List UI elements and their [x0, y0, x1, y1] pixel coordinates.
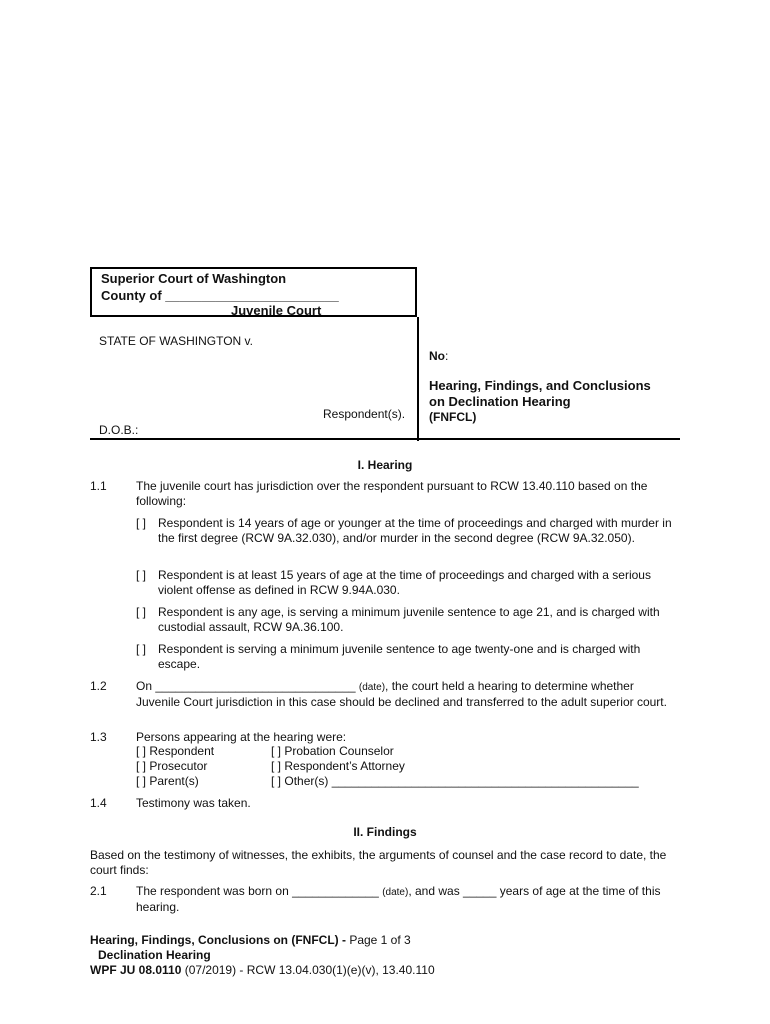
person-respondent[interactable]: [ ] Respondent: [136, 744, 215, 758]
para-number-2-1: 2.1: [90, 884, 107, 898]
caption-horizontal-divider: [90, 438, 680, 440]
para-number-1-4: 1.4: [90, 796, 107, 810]
dob-label: D.O.B.:: [99, 423, 139, 437]
jurisdiction-option-3: [ ] Respondent is any age, is serving a minimum juvenile sentence to age 21, and is charged with custodial assault, RCW 9A.36.100.: [136, 605, 660, 634]
footer-title-line: Hearing, Findings, Conclusions on (FNFCL) - Page 1 of 3: [90, 933, 411, 947]
document-code: (FNFCL): [429, 410, 477, 424]
court-caption-box: [90, 267, 417, 317]
birth-date-field[interactable]: The respondent was born on _____________: [136, 884, 383, 898]
state-line: STATE OF WASHINGTON v.: [99, 334, 254, 348]
para-1-4-text: Testimony was taken.: [136, 796, 251, 810]
document-title-line2: on Declination Hearing: [429, 394, 571, 409]
county-line: County of ________________________: [101, 288, 339, 303]
para-1-3-text: Persons appearing at the hearing were:: [136, 730, 347, 744]
juvenile-court-line: Juvenile Court: [231, 303, 322, 318]
para-1-2-text: On ______________________________ (date), the court held a hearing to determine whether Juvenile Court jurisdiction in this case should be declined and transferred to the adult superior court.: [136, 679, 667, 709]
jurisdiction-option-1: [ ] Respondent is 14 years of age or younger at the time of proceedings and charged with murder in the first degree (RCW 9A.32.030), and/or murder in the second degree (RCW 9A.32.050).: [136, 516, 672, 545]
person-probation-counselor[interactable]: [ ] Probation Counselor: [271, 744, 394, 758]
persons-appearing-list: [136, 744, 681, 789]
para-number-1-2: 1.2: [90, 679, 107, 693]
section-findings-heading: II. Findings: [353, 825, 417, 839]
person-others[interactable]: [ ] Other(s) ______________________________________________: [271, 774, 639, 788]
court-name-line: Superior Court of Washington: [101, 271, 287, 286]
case-number-label: No:: [429, 349, 449, 363]
caption-vertical-divider: [417, 317, 419, 441]
section-hearing-heading: I. Hearing: [357, 458, 413, 472]
jurisdiction-option-4: [ ] Respondent is serving a minimum juvenile sentence to age twenty-one and is charged with escape.: [136, 642, 641, 671]
document-title-line1: Hearing, Findings, and Conclusions: [429, 378, 651, 393]
hearing-date-field[interactable]: On ______________________________: [136, 679, 356, 693]
findings-intro: Based on the testimony of witnesses, the exhibits, the arguments of counsel and the case record to date, the court finds:: [90, 848, 667, 877]
jurisdiction-option-2: [ ] Respondent is at least 15 years of age at the time of proceedings and charged with a serious violent offense as defined in RCW 9.94A.030.: [136, 568, 651, 597]
checkbox[interactable]: [ ]: [136, 568, 147, 582]
checkbox[interactable]: [ ]: [136, 642, 147, 656]
person-respondents-attorney[interactable]: [ ] Respondent’s Attorney: [271, 759, 405, 773]
footer-form-line: WPF JU 08.0110 (07/2019) - RCW 13.04.030(1)(e)(v), 13.40.110: [90, 963, 435, 977]
para-number-1-3: 1.3: [90, 730, 107, 744]
person-parents[interactable]: [ ] Parent(s): [136, 774, 199, 788]
para-2-1-text: The respondent was born on _____________ (date), and was _____ years of age at the time of this hearing.: [136, 884, 661, 914]
para-number-1-1: 1.1: [90, 479, 107, 493]
respondent-label: Respondent(s).: [323, 407, 406, 421]
para-1-1-text: The juvenile court has jurisdiction over the respondent pursuant to RCW 13.40.110 based on the following:: [136, 479, 648, 508]
checkbox[interactable]: [ ]: [136, 605, 147, 619]
checkbox[interactable]: [ ]: [136, 516, 147, 530]
person-prosecutor[interactable]: [ ] Prosecutor: [136, 759, 208, 773]
footer-subtitle-line: Declination Hearing: [98, 948, 211, 962]
